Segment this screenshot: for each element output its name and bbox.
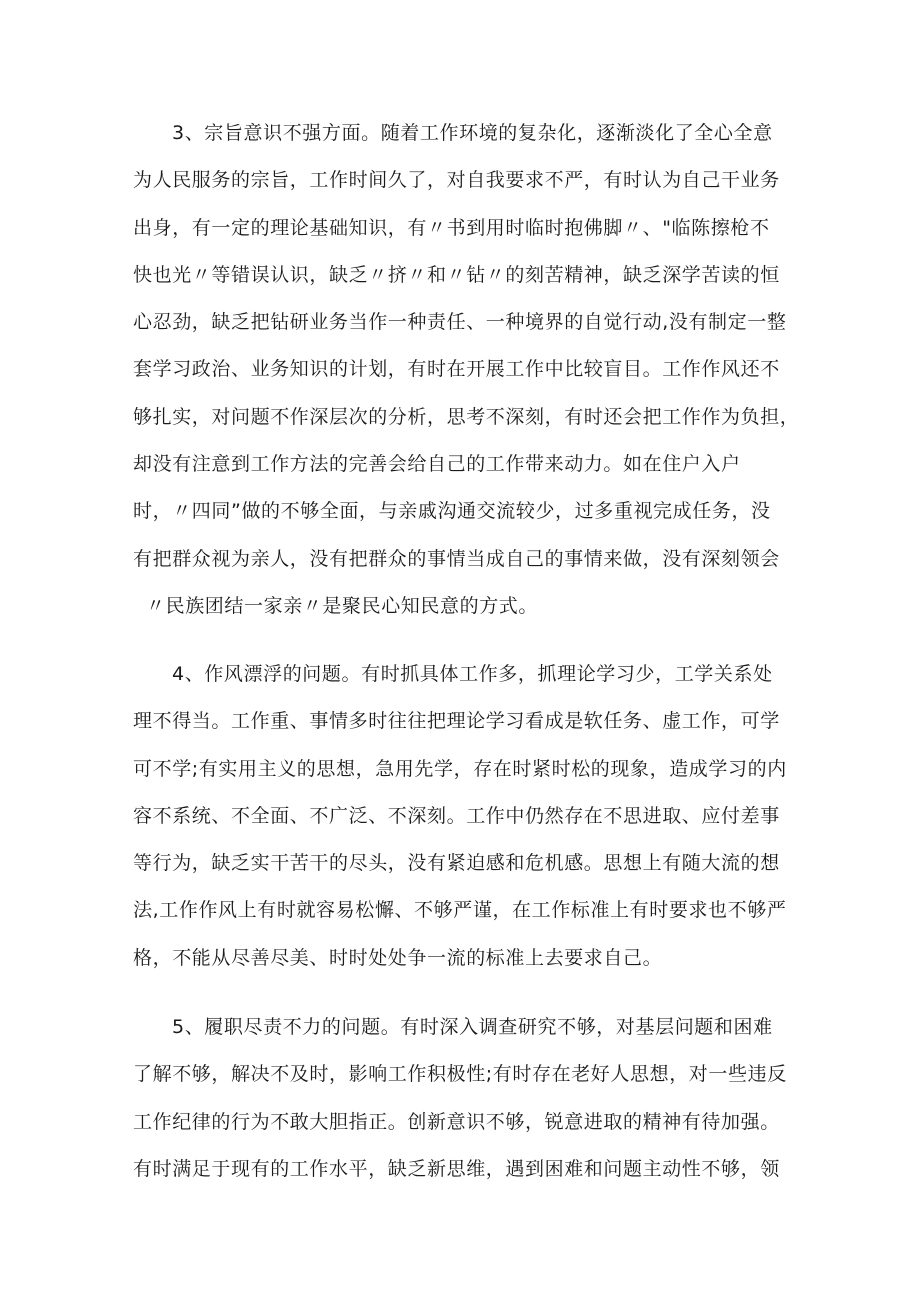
paragraph-line: 出身，有一定的理论基础知识，有〃书到用时临时抱佛脚〃、"临陈擦枪不 — [133, 217, 770, 239]
paragraph-line: 有把群众视为亲人，没有把群众的事情当成自己的事情来做，没有深刻领会 — [133, 548, 780, 570]
paragraph-line: 可不学;有实用主义的思想，急用先学，存在时紧时松的现象，造成学习的内 — [133, 758, 787, 780]
paragraph-line: 却没有注意到工作方法的完善会给自己的工作带来动力。如在住户入户 — [133, 453, 741, 475]
paragraph-line: 3、宗旨意识不强方面。随着工作环境的复杂化，逐渐淡化了全心全意 — [172, 122, 773, 144]
paragraph-line: 心忍劲，缺乏把钻研业务当作一种责任、一种境界的自觉行动,没有制定一整 — [133, 311, 787, 333]
paragraph-line: 理不得当。工作重、事情多时往往把理论学习看成是软任务、虚工作，可学 — [133, 710, 780, 732]
paragraph-line: 套学习政治、业务知识的计划，有时在开展工作中比较盲目。工作作风还不 — [133, 358, 780, 380]
paragraph-line: 够扎实，对问题不作深层次的分析，思考不深刻，有时还会把工作作为负担， — [133, 406, 800, 428]
paragraph-line: 4、作风漂浮的问题。有时抓具体工作多，抓理论学习少，工学关系处 — [172, 663, 773, 685]
paragraph-line: 法,工作作风上有时就容易松懈、不够严谨，在工作标准上有时要求也不够严 — [133, 899, 787, 921]
paragraph-line: 为人民服务的宗旨，工作时间久了，对自我要求不严，有时认为自己干业务 — [133, 169, 780, 191]
paragraph-line: 5、履职尽责不力的问题。有时深入调查研究不够，对基层问题和困难 — [172, 1016, 773, 1038]
paragraph-line: 有时满足于现有的工作水平，缺乏新思维，遇到困难和问题主动性不够，领 — [133, 1158, 780, 1180]
paragraph-line: 等行为，缺乏实干苦干的尽头，没有紧迫感和危机感。思想上有随大流的想 — [133, 852, 780, 874]
paragraph-line: 〃民族团结一家亲〃是聚民心知民意的方式。 — [146, 595, 539, 617]
paragraph-line: 快也光〃等错误认识，缺乏〃挤〃和〃钻〃的刻苦精神，缺乏深学苦读的恒 — [133, 264, 780, 286]
paragraph-line: 容不系统、不全面、不广泛、不深刻。工作中仍然存在不思进取、应付差事 — [133, 805, 780, 827]
paragraph-line: 工作纪律的行为不敢大胆指正。创新意识不够，锐意进取的精神有待加强。 — [133, 1111, 780, 1133]
paragraph-line: 时，〃四同”做的不够全面，与亲戚沟通交流较少，过多重视完成任务，没 — [133, 500, 771, 522]
paragraph-line: 格，不能从尽善尽美、时时处处争一流的标准上去要求自己。 — [133, 947, 663, 969]
paragraph-line: 了解不够，解决不及时，影响工作积极性;有时存在老好人思想，对一些违反 — [133, 1063, 787, 1085]
